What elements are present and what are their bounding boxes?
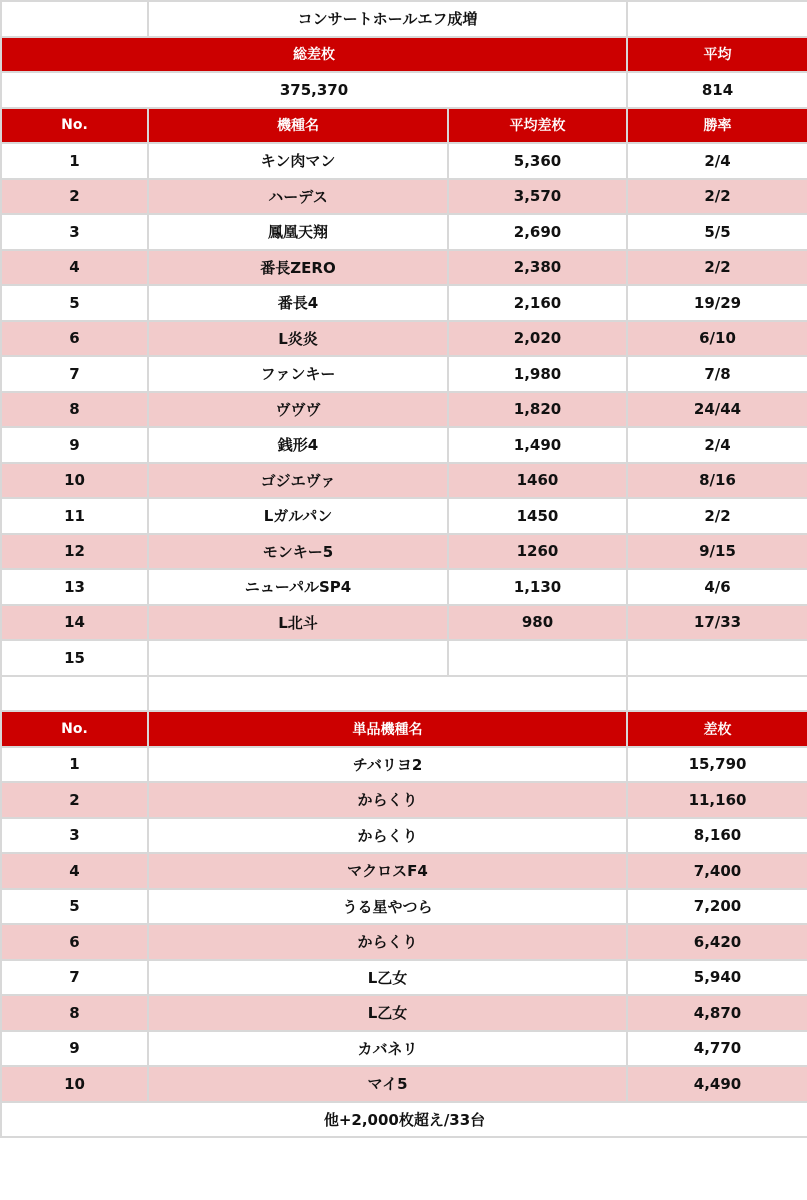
machine-no: 6 <box>1 321 148 357</box>
single-no: 1 <box>1 747 148 783</box>
single-row <box>1 1066 807 1102</box>
machine-win-rate: 7/8 <box>627 356 807 392</box>
single-machine-name: チバリヨ2 <box>148 747 627 783</box>
single-row <box>1 853 807 889</box>
machine-name: 銭形4 <box>148 427 448 463</box>
machine-avg-diff <box>448 640 627 676</box>
machine-name <box>148 640 448 676</box>
machine-row <box>1 392 807 428</box>
footer-note: 他+2,000枚超え/33台 <box>1 1102 807 1138</box>
single-no: 5 <box>1 889 148 925</box>
machine-no: 3 <box>1 214 148 250</box>
single-diff: 7,400 <box>627 853 807 889</box>
machine-no: 5 <box>1 285 148 321</box>
machine-header-name: 機種名 <box>148 108 448 144</box>
spacer-cell <box>1 676 148 712</box>
single-machine-name: L乙女 <box>148 995 627 1031</box>
machine-name: 番長4 <box>148 285 448 321</box>
machine-win-rate: 2/4 <box>627 427 807 463</box>
event-label: 来店取材(赤) <box>627 1 807 37</box>
machine-no: 9 <box>1 427 148 463</box>
machine-name: ハーデス <box>148 179 448 215</box>
spacer-cell <box>627 676 807 712</box>
date-cell: 5/27 <box>1 1 148 37</box>
machine-win-rate <box>627 640 807 676</box>
machine-no: 11 <box>1 498 148 534</box>
machine-header-avg: 平均差枚 <box>448 108 627 144</box>
average-value: 814 <box>627 72 807 108</box>
machine-no: 1 <box>1 143 148 179</box>
single-diff: 8,160 <box>627 818 807 854</box>
single-no: 3 <box>1 818 148 854</box>
single-row <box>1 782 807 818</box>
single-machine-name: からくり <box>148 782 627 818</box>
machine-avg-diff: 1,820 <box>448 392 627 428</box>
machine-avg-diff: 1260 <box>448 534 627 570</box>
machine-avg-diff: 2,020 <box>448 321 627 357</box>
machine-win-rate: 19/29 <box>627 285 807 321</box>
summary-value-row <box>1 72 807 108</box>
machine-win-rate: 24/44 <box>627 392 807 428</box>
machine-no: 14 <box>1 605 148 641</box>
machine-win-rate: 5/5 <box>627 214 807 250</box>
machine-row <box>1 143 807 179</box>
single-diff: 7,200 <box>627 889 807 925</box>
machine-row <box>1 321 807 357</box>
machine-avg-diff: 980 <box>448 605 627 641</box>
machine-name: ニューパルSP4 <box>148 569 448 605</box>
machine-avg-diff: 2,690 <box>448 214 627 250</box>
machine-header-win: 勝率 <box>627 108 807 144</box>
single-diff: 4,490 <box>627 1066 807 1102</box>
single-row <box>1 995 807 1031</box>
machine-avg-diff: 3,570 <box>448 179 627 215</box>
machine-name: L北斗 <box>148 605 448 641</box>
machine-name: 鳳凰天翔 <box>148 214 448 250</box>
single-no: 7 <box>1 960 148 996</box>
single-header-no: No. <box>1 711 148 747</box>
single-table-header <box>1 711 807 747</box>
machine-win-rate: 4/6 <box>627 569 807 605</box>
single-machine-name: からくり <box>148 818 627 854</box>
machine-row <box>1 569 807 605</box>
single-no: 8 <box>1 995 148 1031</box>
machine-win-rate: 9/15 <box>627 534 807 570</box>
single-row <box>1 1031 807 1067</box>
single-row <box>1 818 807 854</box>
machine-row <box>1 427 807 463</box>
machine-row <box>1 605 807 641</box>
single-no: 2 <box>1 782 148 818</box>
machine-no: 15 <box>1 640 148 676</box>
single-header-name: 単品機種名 <box>148 711 627 747</box>
machine-avg-diff: 2,160 <box>448 285 627 321</box>
machine-no: 8 <box>1 392 148 428</box>
machine-row <box>1 498 807 534</box>
single-no: 9 <box>1 1031 148 1067</box>
single-diff: 5,940 <box>627 960 807 996</box>
machine-avg-diff: 2,380 <box>448 250 627 286</box>
average-label: 平均 <box>627 37 807 73</box>
single-machine-name: からくり <box>148 924 627 960</box>
single-no: 6 <box>1 924 148 960</box>
machine-row <box>1 285 807 321</box>
machine-row <box>1 250 807 286</box>
single-row <box>1 747 807 783</box>
machine-name: モンキー5 <box>148 534 448 570</box>
single-machine-name: マクロスF4 <box>148 853 627 889</box>
single-machine-name: カバネリ <box>148 1031 627 1067</box>
single-header-diff: 差枚 <box>627 711 807 747</box>
single-diff: 4,870 <box>627 995 807 1031</box>
machine-win-rate: 2/2 <box>627 498 807 534</box>
machine-name: キン肉マン <box>148 143 448 179</box>
spacer-row <box>1 676 807 712</box>
machine-row <box>1 463 807 499</box>
machine-no: 12 <box>1 534 148 570</box>
single-machine-name: うる星やつら <box>148 889 627 925</box>
single-diff: 4,770 <box>627 1031 807 1067</box>
machine-name: ファンキー <box>148 356 448 392</box>
single-diff: 11,160 <box>627 782 807 818</box>
single-diff: 6,420 <box>627 924 807 960</box>
single-row <box>1 889 807 925</box>
machine-avg-diff: 1,490 <box>448 427 627 463</box>
single-row <box>1 960 807 996</box>
machine-avg-diff: 5,360 <box>448 143 627 179</box>
total-diff-value: 375,370 <box>1 72 627 108</box>
machine-name: 番長ZERO <box>148 250 448 286</box>
machine-win-rate: 6/10 <box>627 321 807 357</box>
machine-name: Lガルパン <box>148 498 448 534</box>
single-machine-name: L乙女 <box>148 960 627 996</box>
single-machine-name: マイ5 <box>148 1066 627 1102</box>
machine-row <box>1 356 807 392</box>
single-no: 10 <box>1 1066 148 1102</box>
machine-win-rate: 2/2 <box>627 250 807 286</box>
footer-row <box>1 1102 807 1138</box>
machine-header-no: No. <box>1 108 148 144</box>
machine-avg-diff: 1450 <box>448 498 627 534</box>
machine-win-rate: 2/4 <box>627 143 807 179</box>
title-row <box>1 1 807 37</box>
machine-win-rate: 2/2 <box>627 179 807 215</box>
machine-row <box>1 214 807 250</box>
machine-win-rate: 17/33 <box>627 605 807 641</box>
machine-avg-diff: 1,130 <box>448 569 627 605</box>
machine-no: 7 <box>1 356 148 392</box>
single-diff: 15,790 <box>627 747 807 783</box>
machine-no: 4 <box>1 250 148 286</box>
machine-row <box>1 534 807 570</box>
spacer-cell <box>148 676 627 712</box>
machine-name: L炎炎 <box>148 321 448 357</box>
total-diff-label: 総差枚 <box>1 37 627 73</box>
machine-row <box>1 640 807 676</box>
machine-no: 2 <box>1 179 148 215</box>
summary-header-row <box>1 37 807 73</box>
single-row <box>1 924 807 960</box>
machine-no: 10 <box>1 463 148 499</box>
single-no: 4 <box>1 853 148 889</box>
machine-avg-diff: 1,980 <box>448 356 627 392</box>
machine-name: ゴジエヴァ <box>148 463 448 499</box>
hall-name: コンサートホールエフ成増 <box>148 1 627 37</box>
machine-avg-diff: 1460 <box>448 463 627 499</box>
machine-no: 13 <box>1 569 148 605</box>
machine-table-header <box>1 108 807 144</box>
machine-name: ヴヴヴ <box>148 392 448 428</box>
machine-win-rate: 8/16 <box>627 463 807 499</box>
results-sheet-body <box>1 1 807 1137</box>
machine-row <box>1 179 807 215</box>
